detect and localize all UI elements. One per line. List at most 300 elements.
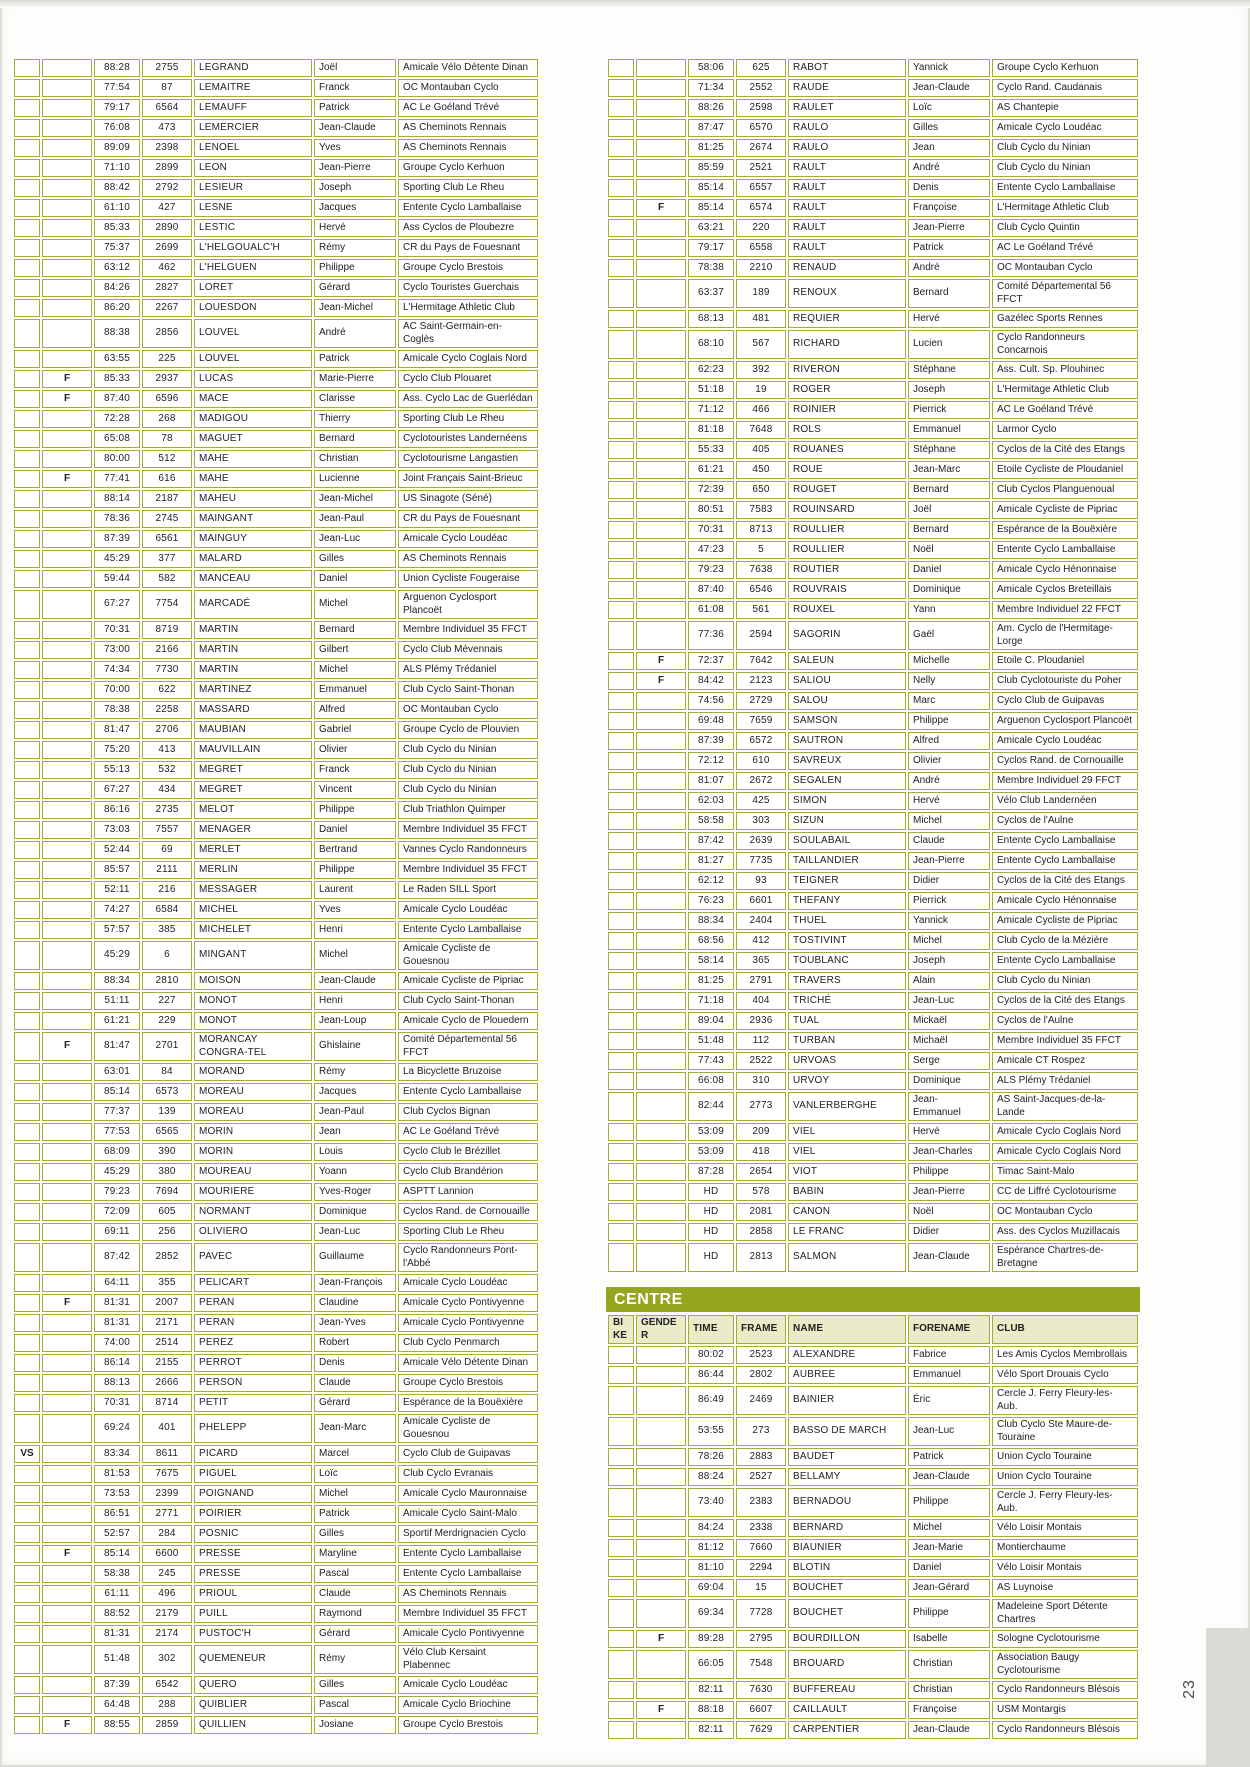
table-row	[608, 1052, 1138, 1070]
frame-cell: 139	[142, 1103, 192, 1121]
frame-cell: 578	[736, 1183, 786, 1201]
forename-cell: Michel	[908, 1519, 990, 1537]
gender-cell	[636, 1366, 686, 1384]
frame-cell: 2745	[142, 510, 192, 528]
forename-cell: Loïc	[314, 1465, 396, 1483]
time-cell: 88:28	[94, 59, 140, 77]
gender-cell	[636, 461, 686, 479]
name-cell: RAULO	[788, 119, 906, 137]
time-cell: 88:42	[94, 179, 140, 197]
club-cell: Groupe Cyclo de Plouvien	[398, 721, 538, 739]
name-cell: RAULT	[788, 239, 906, 257]
time-cell: 63:37	[688, 279, 734, 308]
time-cell: 74:56	[688, 692, 734, 710]
time-cell: 88:26	[688, 99, 734, 117]
forename-cell: Michel	[908, 812, 990, 830]
club-cell: Entente Cyclo Lamballaise	[992, 541, 1138, 559]
bike-cell	[608, 872, 634, 890]
gender-cell	[42, 1525, 92, 1543]
bike-cell	[608, 752, 634, 770]
table-row	[14, 1354, 538, 1372]
gender-cell	[636, 832, 686, 850]
frame-cell: 7659	[736, 712, 786, 730]
gender-cell	[636, 1092, 686, 1121]
name-cell: MAHE	[194, 450, 312, 468]
table-row	[608, 752, 1138, 770]
frame-cell: 2081	[736, 1203, 786, 1221]
table-row	[608, 972, 1138, 990]
time-cell: 68:13	[688, 310, 734, 328]
bike-cell	[14, 490, 40, 508]
table-row	[14, 510, 538, 528]
frame-cell: 2699	[142, 239, 192, 257]
frame-cell: 2890	[142, 219, 192, 237]
table-row	[608, 852, 1138, 870]
name-cell: PUSTOC'H	[194, 1625, 312, 1643]
frame-cell: 284	[142, 1525, 192, 1543]
bike-cell	[14, 1565, 40, 1583]
time-cell: 68:56	[688, 932, 734, 950]
bike-cell	[608, 461, 634, 479]
bike-cell	[14, 1585, 40, 1603]
frame-cell: 2852	[142, 1243, 192, 1272]
table-row	[14, 881, 538, 899]
name-cell: MORAND	[194, 1063, 312, 1081]
frame-cell: 7638	[736, 561, 786, 579]
time-cell: 88:38	[94, 319, 140, 348]
table-row	[608, 581, 1138, 599]
gender-cell	[636, 1163, 686, 1181]
bike-cell	[608, 279, 634, 308]
bike-cell	[14, 761, 40, 779]
time-cell: 87:40	[94, 390, 140, 408]
gender-cell	[42, 1676, 92, 1694]
club-cell: Union Cyclo Touraine	[992, 1468, 1138, 1486]
time-cell: 81:31	[94, 1314, 140, 1332]
bike-cell	[608, 159, 634, 177]
forename-cell: Joseph	[908, 381, 990, 399]
time-cell: 61:21	[688, 461, 734, 479]
frame-cell: 462	[142, 259, 192, 277]
frame-cell: 625	[736, 59, 786, 77]
gender-cell	[42, 570, 92, 588]
frame-cell: 6558	[736, 239, 786, 257]
gender-cell	[42, 881, 92, 899]
club-cell: Arguenon Cyclosport Plancoët	[992, 712, 1138, 730]
bike-cell	[14, 390, 40, 408]
bike-cell	[14, 530, 40, 548]
bike-cell	[608, 1579, 634, 1597]
frame-header: FRAME	[736, 1315, 786, 1344]
forename-cell: Bernard	[908, 279, 990, 308]
frame-cell: 561	[736, 601, 786, 619]
forename-cell: Michel	[314, 661, 396, 679]
table-row	[608, 1203, 1138, 1221]
scan-edge	[0, 0, 1250, 8]
name-cell: MARTIN	[194, 661, 312, 679]
time-cell: 74:34	[94, 661, 140, 679]
forename-cell: Jean-Claude	[908, 1243, 990, 1272]
gender-cell	[636, 752, 686, 770]
gender-cell	[636, 259, 686, 277]
time-cell: 82:11	[688, 1721, 734, 1739]
name-cell: LEGRAND	[194, 59, 312, 77]
gender-cell	[636, 1143, 686, 1161]
frame-cell: 2210	[736, 259, 786, 277]
forename-cell: Daniel	[314, 570, 396, 588]
gender-cell	[636, 159, 686, 177]
bike-cell	[14, 701, 40, 719]
name-cell: ROULLIER	[788, 521, 906, 539]
gender-cell	[42, 590, 92, 619]
table-row	[14, 1374, 538, 1392]
gender-cell	[42, 741, 92, 759]
gender-cell	[636, 1448, 686, 1466]
table-row	[608, 952, 1138, 970]
time-cell: 71:12	[688, 401, 734, 419]
time-cell: 81:27	[688, 852, 734, 870]
time-cell: 47:23	[688, 541, 734, 559]
time-cell: 76:23	[688, 892, 734, 910]
bike-cell	[608, 772, 634, 790]
bike-cell	[608, 1559, 634, 1577]
frame-cell: 2706	[142, 721, 192, 739]
bike-cell	[14, 972, 40, 990]
time-cell: HD	[688, 1243, 734, 1272]
bike-cell	[14, 430, 40, 448]
time-cell: 63:01	[94, 1063, 140, 1081]
name-cell: L'HELGOUALC'H	[194, 239, 312, 257]
gender-cell	[636, 330, 686, 359]
table-row	[608, 732, 1138, 750]
bike-cell	[608, 1448, 634, 1466]
time-cell: 72:37	[688, 652, 734, 670]
forename-cell: Josiane	[314, 1716, 396, 1734]
bike-cell	[14, 901, 40, 919]
frame-cell: 6584	[142, 901, 192, 919]
results-table-right	[606, 57, 1140, 1274]
frame-cell: 427	[142, 199, 192, 217]
time-cell: 71:18	[688, 992, 734, 1010]
name-cell: MERLIN	[194, 861, 312, 879]
forename-cell: Daniel	[908, 561, 990, 579]
forename-cell: Alfred	[908, 732, 990, 750]
forename-cell: Daniel	[908, 1559, 990, 1577]
name-cell: RAULT	[788, 179, 906, 197]
frame-cell: 7557	[142, 821, 192, 839]
club-cell: Club Cyclo du Ninian	[992, 972, 1138, 990]
frame-cell: 7583	[736, 501, 786, 519]
gender-cell	[42, 119, 92, 137]
time-cell: 70:31	[94, 1394, 140, 1412]
club-cell: Amicale Cyclo Loudéac	[992, 732, 1138, 750]
gender-cell: F	[42, 370, 92, 388]
club-cell: US Sinagote (Séné)	[398, 490, 538, 508]
frame-cell: 6596	[142, 390, 192, 408]
time-cell: 79:17	[688, 239, 734, 257]
frame-cell: 7660	[736, 1539, 786, 1557]
club-cell: USM Montargis	[992, 1701, 1138, 1719]
gender-cell	[636, 1072, 686, 1090]
name-cell: PICARD	[194, 1445, 312, 1463]
frame-cell: 2521	[736, 159, 786, 177]
time-cell: 63:55	[94, 350, 140, 368]
gender-cell	[42, 761, 92, 779]
bike-cell	[608, 1599, 634, 1628]
frame-cell: 7629	[736, 1721, 786, 1739]
bike-cell	[608, 1243, 634, 1272]
name-cell: LE FRANC	[788, 1223, 906, 1241]
name-cell: L'HELGUEN	[194, 259, 312, 277]
frame-cell: 2258	[142, 701, 192, 719]
time-cell: 81:25	[688, 139, 734, 157]
frame-cell: 84	[142, 1063, 192, 1081]
club-cell: Entente Cyclo Lamballaise	[398, 199, 538, 217]
gender-cell	[42, 1123, 92, 1141]
club-cell: Comité Départemental 56 FFCT	[398, 1032, 538, 1061]
gender-cell: F	[636, 672, 686, 690]
gender-cell	[42, 901, 92, 919]
club-cell: Vélo Loisir Montais	[992, 1519, 1138, 1537]
time-cell: 69:34	[688, 1599, 734, 1628]
table-row	[14, 219, 538, 237]
table-row	[14, 1716, 538, 1734]
forename-cell: Michel	[314, 1485, 396, 1503]
frame-cell: 567	[736, 330, 786, 359]
frame-cell: 7735	[736, 852, 786, 870]
club-cell: Les Amis Cyclos Membrollais	[992, 1346, 1138, 1364]
frame-cell: 245	[142, 1565, 192, 1583]
bike-cell	[14, 139, 40, 157]
bike-cell	[14, 1465, 40, 1483]
club-cell: Etoile Cycliste de Ploudaniel	[992, 461, 1138, 479]
name-cell: BOURDILLON	[788, 1630, 906, 1648]
club-cell: Espérance de la Bouëxière	[992, 521, 1138, 539]
forename-cell: Jean-Gérard	[908, 1579, 990, 1597]
frame-cell: 6572	[736, 732, 786, 750]
bike-cell	[14, 1143, 40, 1161]
forename-cell: Lucienne	[314, 470, 396, 488]
table-row	[14, 761, 538, 779]
name-cell: PUILL	[194, 1605, 312, 1623]
frame-cell: 2123	[736, 672, 786, 690]
table-row	[608, 501, 1138, 519]
bike-cell	[14, 1294, 40, 1312]
frame-cell: 87	[142, 79, 192, 97]
name-header: NAME	[788, 1315, 906, 1344]
table-row	[608, 1701, 1138, 1719]
gender-cell	[42, 299, 92, 317]
name-cell: POIRIER	[194, 1505, 312, 1523]
club-cell: Entente Cyclo Lamballaise	[398, 1545, 538, 1563]
bike-cell	[608, 561, 634, 579]
table-row	[14, 801, 538, 819]
time-cell: 72:12	[688, 752, 734, 770]
name-cell: TAILLANDIER	[788, 852, 906, 870]
name-cell: BERNADOU	[788, 1488, 906, 1517]
bike-cell	[14, 259, 40, 277]
gender-cell	[42, 861, 92, 879]
bike-cell	[608, 1223, 634, 1241]
club-cell: Ass. Cyclo Lac de Guerlédan	[398, 390, 538, 408]
frame-cell: 5	[736, 541, 786, 559]
table-row	[14, 1485, 538, 1503]
bike-cell	[608, 179, 634, 197]
name-cell: MINGANT	[194, 941, 312, 970]
club-cell: L'Hermitage Athletic Club	[398, 299, 538, 317]
forename-cell: Joël	[314, 59, 396, 77]
club-cell: Membre Individuel 22 FFCT	[992, 601, 1138, 619]
gender-cell	[636, 441, 686, 459]
frame-cell: 78	[142, 430, 192, 448]
forename-cell: Dominique	[314, 1203, 396, 1221]
time-cell: 66:08	[688, 1072, 734, 1090]
table-row	[14, 1274, 538, 1292]
time-cell: 58:06	[688, 59, 734, 77]
gender-cell	[42, 992, 92, 1010]
club-cell: Entente Cyclo Lamballaise	[398, 1083, 538, 1101]
gender-cell: F	[636, 199, 686, 217]
name-cell: AUBREE	[788, 1366, 906, 1384]
frame-cell: 69	[142, 841, 192, 859]
table-row	[608, 481, 1138, 499]
time-cell: 45:29	[94, 941, 140, 970]
time-cell: 68:10	[688, 330, 734, 359]
forename-cell: André	[908, 159, 990, 177]
club-cell: Amicale Cyclo Briochine	[398, 1696, 538, 1714]
right-column	[606, 57, 1140, 1741]
table-row	[608, 872, 1138, 890]
name-cell: MAUBIAN	[194, 721, 312, 739]
forename-cell: Denis	[314, 1354, 396, 1372]
time-cell: 75:20	[94, 741, 140, 759]
forename-cell: Pierrick	[908, 401, 990, 419]
time-cell: 80:02	[688, 1346, 734, 1364]
frame-cell: 2813	[736, 1243, 786, 1272]
club-cell: Vélo Loisir Montais	[992, 1559, 1138, 1577]
time-cell: 72:28	[94, 410, 140, 428]
name-cell: ROUANES	[788, 441, 906, 459]
club-cell: Club Cyclo du Ninian	[398, 781, 538, 799]
forename-cell: Franck	[314, 761, 396, 779]
club-cell: OC Montauban Cyclo	[992, 1203, 1138, 1221]
forename-cell: Yannick	[908, 59, 990, 77]
name-cell: MAGUET	[194, 430, 312, 448]
forename-cell: Philippe	[314, 801, 396, 819]
forename-cell: Philippe	[908, 1599, 990, 1628]
gender-cell: F	[42, 390, 92, 408]
table-row	[14, 1083, 538, 1101]
frame-cell: 302	[142, 1645, 192, 1674]
frame-cell: 2883	[736, 1448, 786, 1466]
table-row	[14, 1314, 538, 1332]
name-cell: MADIGOU	[194, 410, 312, 428]
time-cell: 81:47	[94, 721, 140, 739]
table-row	[608, 421, 1138, 439]
frame-cell: 2294	[736, 1559, 786, 1577]
table-row	[14, 1585, 538, 1603]
gender-cell	[42, 530, 92, 548]
bike-cell	[14, 1505, 40, 1523]
gender-cell	[42, 1585, 92, 1603]
table-row	[14, 450, 538, 468]
forename-cell: Jean-Michel	[314, 299, 396, 317]
forename-cell: Hervé	[908, 310, 990, 328]
table-row	[14, 1676, 538, 1694]
frame-cell: 401	[142, 1414, 192, 1443]
bike-cell	[14, 159, 40, 177]
bike-cell	[14, 1203, 40, 1221]
table-row	[608, 1721, 1138, 1739]
name-cell: MACE	[194, 390, 312, 408]
name-cell: SAVREUX	[788, 752, 906, 770]
name-cell: QUIBLIER	[194, 1696, 312, 1714]
forename-cell: Jacques	[314, 199, 396, 217]
gender-cell	[636, 1721, 686, 1739]
gender-cell	[636, 712, 686, 730]
forename-cell: Hervé	[908, 1123, 990, 1141]
club-cell: Membre Individuel 29 FFCT	[992, 772, 1138, 790]
club-cell: Amicale Cycliste de Gouesnou	[398, 941, 538, 970]
time-cell: 78:36	[94, 510, 140, 528]
club-cell: Cyclos Rand. de Cornouaille	[992, 752, 1138, 770]
frame-cell: 310	[736, 1072, 786, 1090]
table-row	[608, 59, 1138, 77]
forename-cell: Marcel	[314, 1445, 396, 1463]
page-number: 23	[1180, 1679, 1198, 1699]
gender-cell: F	[636, 1701, 686, 1719]
bike-cell	[608, 1012, 634, 1030]
time-cell: 79:17	[94, 99, 140, 117]
bike-cell	[608, 1123, 634, 1141]
time-cell: 53:09	[688, 1143, 734, 1161]
table-row	[14, 179, 538, 197]
table-row	[14, 490, 538, 508]
table-row	[14, 590, 538, 619]
frame-cell: 2856	[142, 319, 192, 348]
gender-cell	[42, 1374, 92, 1392]
name-cell: TOSTIVINT	[788, 932, 906, 950]
frame-cell: 450	[736, 461, 786, 479]
frame-cell: 6546	[736, 581, 786, 599]
forename-cell: Philippe	[314, 861, 396, 879]
table-row	[608, 310, 1138, 328]
club-cell: Cyclos de l'Aulne	[992, 812, 1138, 830]
table-row	[14, 1605, 538, 1623]
forename-cell: Bernard	[314, 621, 396, 639]
name-cell: PETIT	[194, 1394, 312, 1412]
forename-cell: Gérard	[314, 279, 396, 297]
gender-cell	[42, 1314, 92, 1332]
name-cell: ROUINSARD	[788, 501, 906, 519]
bike-cell	[608, 812, 634, 830]
club-cell: Timac Saint-Malo	[992, 1163, 1138, 1181]
gender-cell	[636, 501, 686, 519]
frame-cell: 2527	[736, 1468, 786, 1486]
frame-cell: 2469	[736, 1386, 786, 1415]
forename-cell: Henri	[314, 921, 396, 939]
gender-cell	[42, 1625, 92, 1643]
frame-cell: 2654	[736, 1163, 786, 1181]
gender-cell	[42, 1485, 92, 1503]
name-cell: ROINIER	[788, 401, 906, 419]
name-cell: MAINGUY	[194, 530, 312, 548]
time-cell: 61:08	[688, 601, 734, 619]
forename-cell: Pierrick	[908, 892, 990, 910]
name-cell: MONOT	[194, 1012, 312, 1030]
forename-cell: Philippe	[314, 259, 396, 277]
gender-cell	[636, 621, 686, 650]
